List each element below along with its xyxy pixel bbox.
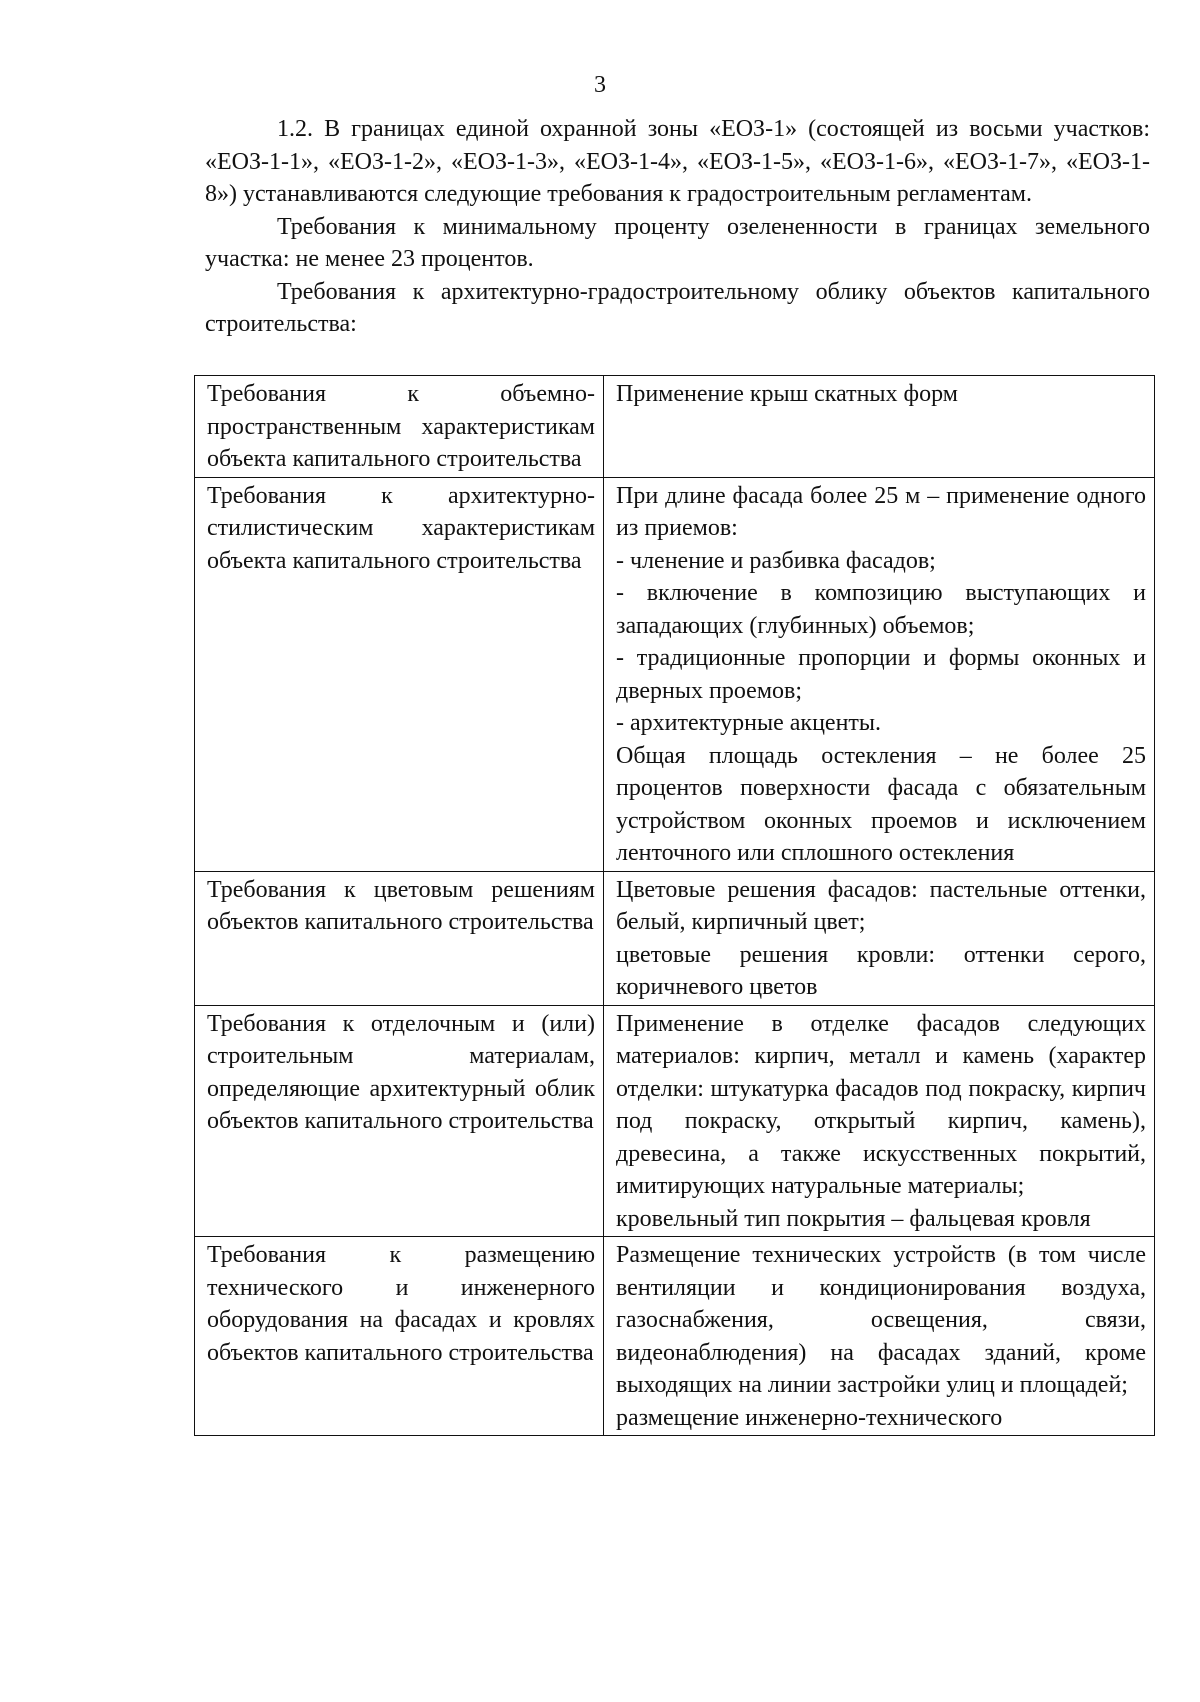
- content-cell: [604, 1005, 1155, 1237]
- table-row: [195, 871, 1155, 1005]
- table-row: [195, 376, 1155, 478]
- content-paragraph: размещение инженерно-технического: [616, 1404, 1003, 1431]
- content-cell: [604, 871, 1155, 1005]
- page-number: 3: [594, 72, 606, 98]
- content-paragraph: - архитектурные акценты.: [616, 710, 882, 736]
- content-paragraph: Цветовые решения фасадов: пастельные оттенки, белый, кирпичный цвет;: [616, 876, 1146, 935]
- content-paragraph: кровельный тип покрытия – фальцевая кровля: [616, 1205, 1091, 1232]
- table-row: [195, 477, 1155, 871]
- requirements-table: [194, 375, 1155, 1436]
- content-paragraph: Применение в отделке фасадов следующих материалов: кирпич, металл и камень (характер отделки: штукатурка фасадов под покраску, кирпич под покраску, открытый кирпич, камень), древесина, а также искусственных покрытий, имитирующих натуральные материалы;: [616, 1010, 1146, 1199]
- intro-paragraph-1: 1.2. В границах единой охранной зоны «ЕОЗ-1» (состоящей из восьми участков: «ЕОЗ-1-1», «ЕОЗ-1-2», «ЕОЗ-1-3», «ЕОЗ-1-4», «ЕОЗ-1-5», «ЕОЗ-1-6», «ЕОЗ-1-7», «ЕОЗ-1-8») устанавливаются следующие требования к градостроительным регламентам.: [205, 116, 1150, 207]
- content-paragraph: Размещение технических устройств (в том числе вентиляции и кондиционирования воздуха, газоснабжения, освещения, связи, видеонаблюдения) на фасадах зданий, кроме выходящих на линии застройки улиц и площадей;: [616, 1242, 1146, 1398]
- content-paragraph: Применение крыш скатных форм: [616, 381, 958, 407]
- requirement-cell: Требования к размещению технического и инженерного оборудования на фасадах и кровлях объектов капитального строительства: [195, 1237, 604, 1436]
- content-paragraph: - включение в композицию выступающих и западающих (глубинных) объемов;: [616, 580, 1146, 639]
- content-paragraph: цветовые решения кровли: оттенки серого, коричневого цветов: [616, 941, 1146, 1000]
- table-row: [195, 1237, 1155, 1436]
- requirement-cell: Требования к объемно-пространственным характеристикам объекта капитального строительства: [195, 376, 604, 478]
- content-paragraph: - традиционные пропорции и формы оконных и дверных проемов;: [616, 645, 1146, 704]
- content-cell: [604, 477, 1155, 871]
- requirement-cell: Требования к цветовым решениям объектов капитального строительства: [195, 871, 604, 1005]
- requirement-cell: Требования к отделочным и (или) строительным материалам, определяющие архитектурный облик объектов капитального строительства: [195, 1005, 604, 1237]
- content-paragraph: Общая площадь остекления – не более 25 процентов поверхности фасада с обязательным устройством оконных проемов и исключением ленточного или сплошного остекления: [616, 742, 1146, 866]
- requirement-cell: Требования к архитектурно-стилистическим характеристикам объекта капитального строительства: [195, 477, 604, 871]
- content-paragraph: - членение и разбивка фасадов;: [616, 547, 936, 574]
- intro-text: [205, 113, 1150, 341]
- table-row: [195, 1005, 1155, 1237]
- intro-paragraph-2: Требования к минимальному проценту озелененности в границах земельного участка: не менее 23 процентов.: [205, 213, 1150, 272]
- content-cell: [604, 376, 1155, 478]
- content-paragraph: При длине фасада более 25 м – применение одного из приемов:: [616, 482, 1146, 541]
- intro-paragraph-3: Требования к архитектурно-градостроительному облику объектов капитального строительства:: [205, 278, 1150, 337]
- content-cell: [604, 1237, 1155, 1436]
